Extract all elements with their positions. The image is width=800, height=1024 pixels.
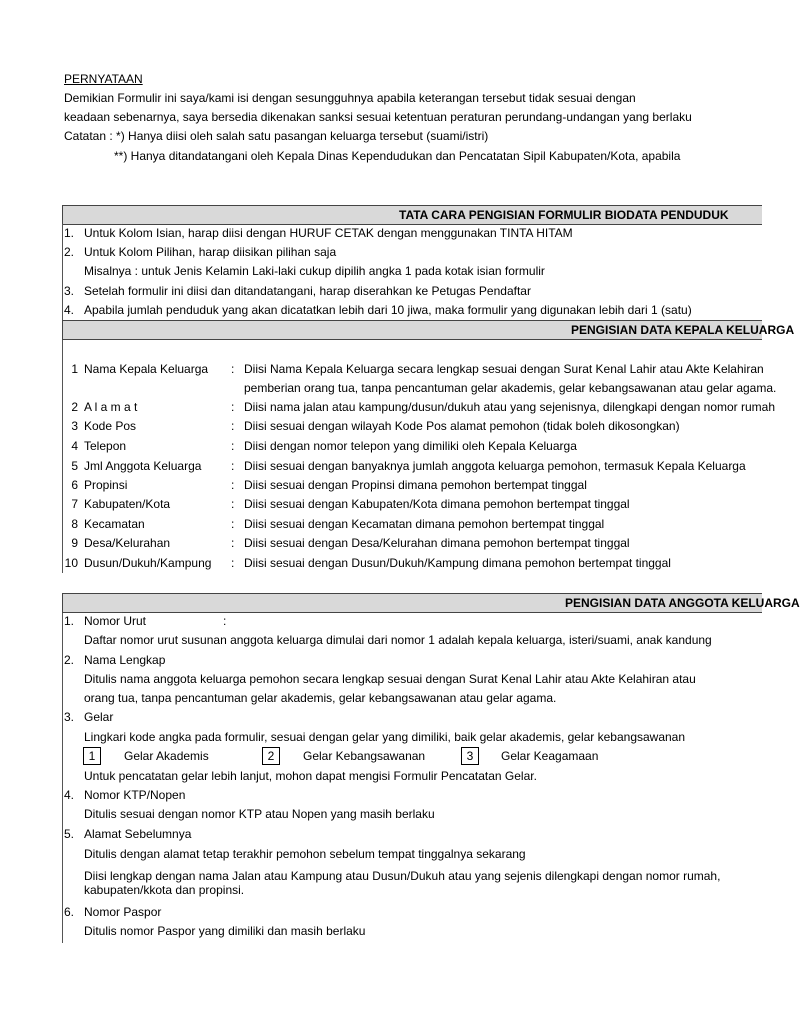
field-description: Diisi sesuai dengan Dusun/Dukuh/Kampung dimana pemohon bertempat tinggal	[244, 556, 671, 570]
tata-cara-item: Untuk Kolom Isian, harap diisi dengan HURUF CETAK dengan menggunakan TINTA HITAM	[84, 226, 573, 240]
catatan-line-1: Catatan : *) Hanya diisi oleh salah satu pasangan keluarga tersebut (suami/istri)	[64, 129, 489, 143]
item-number: 6.	[64, 905, 75, 919]
field-label: Kode Pos	[84, 419, 137, 433]
item-description: Daftar nomor urut susunan anggota keluarga dimulai dari nomor 1 adalah kepala keluarga, isteri/suami, anak kandung	[84, 633, 712, 647]
row-number: 6	[71, 478, 78, 492]
item-number: 3.	[64, 710, 75, 724]
colon-separator: :	[231, 517, 235, 531]
item-description: Lingkari kode angka pada formulir, sesuai dengan gelar yang dimiliki, baik gelar akademis, gelar kebangsawanan	[84, 730, 686, 744]
tata-cara-title: TATA CARA PENGISIAN FORMULIR BIODATA PENDUDUK	[399, 208, 729, 222]
colon-separator: :	[231, 459, 235, 473]
tata-cara-num: 2.	[64, 245, 75, 259]
tata-cara-item: Misalnya : untuk Jenis Kelamin Laki-laki cukup dipilih angka 1 pada kotak isian formulir	[84, 264, 545, 278]
tata-cara-item: Untuk Kolom Pilihan, harap diisikan pilihan saja	[84, 245, 337, 259]
colon-separator: :	[231, 536, 235, 550]
colon-separator: :	[231, 478, 235, 492]
item-description: Diisi lengkap dengan nama Jalan atau Kampung atau Dusun/Dukuh atau yang sejenis dilengkapi dengan nomor rumah,	[84, 869, 721, 883]
item-description: orang tua, tanpa pencantuman gelar akademis, gelar kebangsawanan atau gelar agama.	[84, 691, 557, 705]
colon-separator: :	[231, 419, 235, 433]
field-description: Diisi dengan nomor telepon yang dimiliki oleh Kepala Keluarga	[244, 439, 577, 453]
row-number: 7	[71, 497, 78, 511]
item-number: 5.	[64, 827, 75, 841]
field-description: Diisi sesuai dengan wilayah Kode Pos alamat pemohon (tidak boleh dikosongkan)	[244, 419, 680, 433]
tata-cara-item: Setelah formulir ini diisi dan ditandatangani, harap diserahkan ke Petugas Pendaftar	[84, 284, 531, 298]
gelar-code-box: 3	[461, 747, 479, 765]
gelar-option-label: Gelar Keagamaan	[501, 749, 599, 763]
colon-separator: :	[231, 439, 235, 453]
field-label: A l a m a t	[84, 400, 138, 414]
field-label: Desa/Kelurahan	[84, 536, 171, 550]
row-number: 3	[71, 419, 78, 433]
tata-cara-num: 4.	[64, 303, 75, 317]
item-label: Gelar	[84, 710, 114, 724]
row-number: 2	[71, 400, 78, 414]
data-anggota-title: PENGISIAN DATA ANGGOTA KELUARGA	[565, 596, 800, 610]
pernyataan-line-2: keadaan sebenarnya, saya bersedia dikenakan sanksi sesuai ketentuan peraturan perundang-undangan yang berlaku	[64, 110, 692, 124]
item-number: 2.	[64, 653, 75, 667]
pernyataan-line-1: Demikian Formulir ini saya/kami isi dengan sesungguhnya apabila keterangan tersebut tidak sesuai dengan	[64, 91, 636, 105]
field-description: pemberian orang tua, tanpa pencantuman gelar akademis, gelar kebangsawanan atau gelar agama.	[244, 381, 777, 395]
item-number: 1.	[64, 614, 75, 628]
data-kepala-header	[62, 320, 795, 340]
colon-separator: :	[231, 556, 235, 570]
item-label: Alamat Sebelumnya	[84, 827, 192, 841]
row-number: 4	[71, 439, 78, 453]
field-label: Propinsi	[84, 478, 128, 492]
section-border	[62, 340, 63, 573]
item-label: Nama Lengkap	[84, 653, 166, 667]
data-kepala-title: PENGISIAN DATA KEPALA KELUARGA	[571, 323, 795, 337]
field-description: Diisi sesuai dengan Desa/Kelurahan dimana pemohon bertempat tinggal	[244, 536, 630, 550]
colon-separator: :	[231, 400, 235, 414]
item-label: Nomor Urut	[84, 614, 147, 628]
field-label: Kecamatan	[84, 517, 145, 531]
item-number: 4.	[64, 788, 75, 802]
gelar-code-box: 1	[83, 747, 101, 765]
field-label: Telepon	[84, 439, 127, 453]
field-label: Kabupaten/Kota	[84, 497, 171, 511]
pernyataan-heading: PERNYATAAN	[64, 72, 143, 86]
field-description: Diisi sesuai dengan Kecamatan dimana pemohon bertempat tinggal	[244, 517, 605, 531]
item-label: Nomor Paspor	[84, 905, 162, 919]
field-description: Diisi sesuai dengan banyaknya jumlah anggota keluarga pemohon, termasuk Kepala Keluarga	[244, 459, 746, 473]
row-number: 5	[71, 459, 78, 473]
item-description: Ditulis sesuai dengan nomor KTP atau Nopen yang masih berlaku	[84, 807, 435, 821]
catatan-line-2: **) Hanya ditandatangani oleh Kepala Dinas Kependudukan dan Pencatatan Sipil Kabupaten/Kota, apabila	[114, 149, 681, 163]
data-anggota-header	[62, 593, 800, 613]
tata-cara-num: 1.	[64, 226, 75, 240]
row-number: 1	[71, 362, 78, 376]
item-description: Ditulis nomor Paspor yang dimiliki dan masih berlaku	[84, 924, 366, 938]
field-description: Diisi Nama Kepala Keluarga secara lengkap sesuai dengan Surat Kenal Lahir atau Akte Kelahiran	[244, 362, 764, 376]
item-description: kabupaten/kkota dan propinsi.	[84, 883, 245, 897]
row-number: 8	[71, 517, 78, 531]
gelar-option-label: Gelar Akademis	[124, 749, 209, 763]
colon-separator: :	[231, 362, 235, 376]
row-number: 10	[64, 556, 78, 570]
tata-cara-header	[62, 205, 762, 225]
field-description: Diisi sesuai dengan Kabupaten/Kota dimana pemohon bertempat tinggal	[244, 497, 630, 511]
section-border	[62, 613, 63, 943]
item-description: Ditulis dengan alamat tetap terakhir pemohon sebelum tempat tinggalnya sekarang	[84, 847, 526, 861]
row-number: 9	[71, 536, 78, 550]
field-description: Diisi nama jalan atau kampung/dusun/dukuh atau yang sejenisnya, dilengkapi dengan nomor rumah	[244, 400, 776, 414]
field-label: Dusun/Dukuh/Kampung	[84, 556, 212, 570]
gelar-code-box: 2	[262, 747, 280, 765]
tata-cara-num: 3.	[64, 284, 75, 298]
field-label: Jml Anggota Keluarga	[84, 459, 202, 473]
item-label: Nomor KTP/Nopen	[84, 788, 186, 802]
gelar-option-label: Gelar Kebangsawanan	[303, 749, 426, 763]
field-label: Nama Kepala Keluarga	[84, 362, 209, 376]
tata-cara-item: Apabila jumlah penduduk yang akan dicatatkan lebih dari 10 jiwa, maka formulir yang digunakan lebih dari 1 (satu)	[84, 303, 692, 317]
section-border	[62, 224, 63, 321]
colon-separator: :	[223, 614, 227, 628]
item-description: Untuk pencatatan gelar lebih lanjut, mohon dapat mengisi Formulir Pencatatan Gelar.	[84, 769, 537, 783]
colon-separator: :	[231, 497, 235, 511]
field-description: Diisi sesuai dengan Propinsi dimana pemohon bertempat tinggal	[244, 478, 587, 492]
item-description: Ditulis nama anggota keluarga pemohon secara lengkap sesuai dengan Surat Kenal Lahir atau Akte Kelahiran atau	[84, 672, 696, 686]
